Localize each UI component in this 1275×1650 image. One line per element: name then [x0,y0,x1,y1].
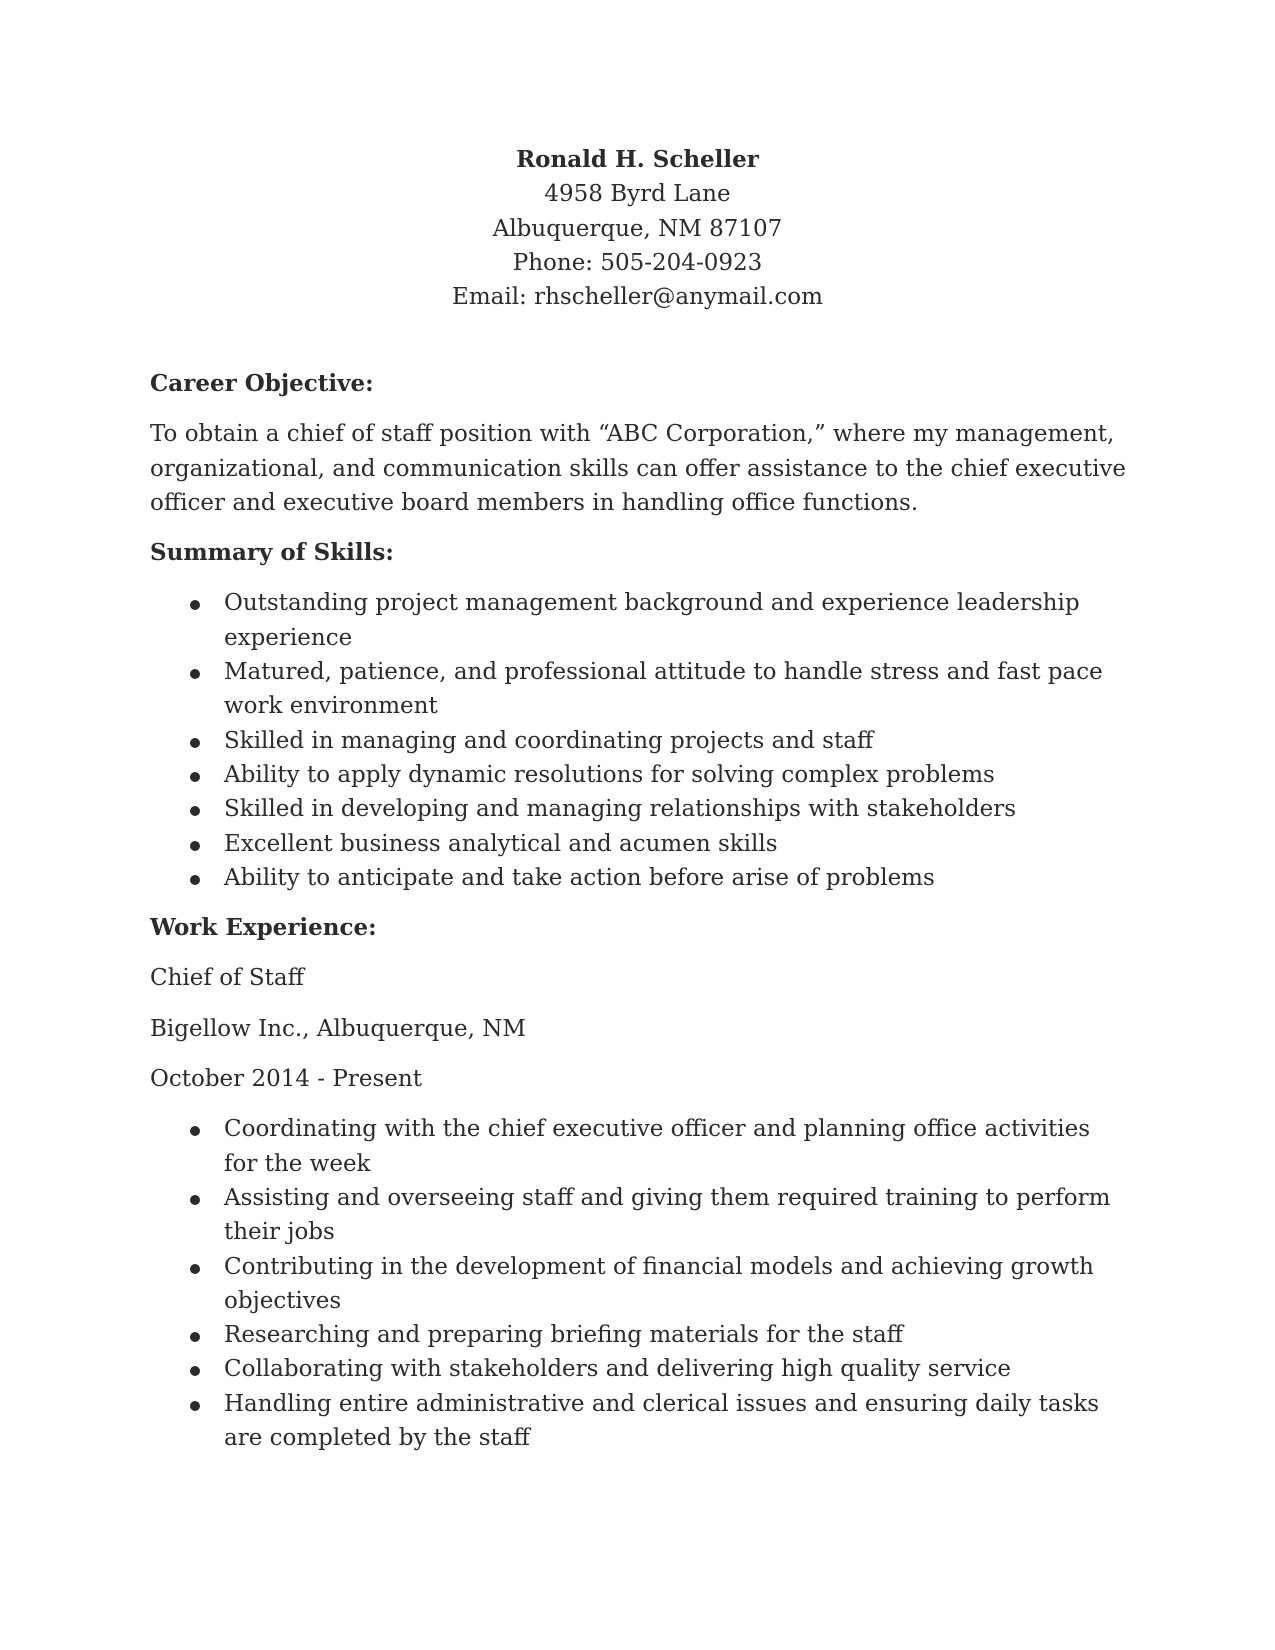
skill-item [150,792,1130,826]
applicant-name: Ronald H. Scheller [516,146,759,173]
bullet-icon [190,772,200,782]
bullet-icon [190,738,200,748]
bullet-icon [190,806,200,816]
bullet-icon [190,875,200,885]
skill-item [150,655,1130,724]
skill-text: Ability to anticipate and take action before arise of problems [224,864,935,891]
duty-item [150,1250,1130,1319]
bullet-icon [190,841,200,851]
bullet-icon [190,1126,200,1136]
job-company: Bigellow Inc., Albuquerque, NM [150,1015,526,1042]
bullet-icon [190,1195,200,1205]
job-dates: October 2014 - Present [150,1066,422,1093]
duty-item [150,1112,1130,1181]
duties-list [150,1112,1130,1455]
job-title: Chief of Staff [150,965,304,992]
skill-text: Skilled in developing and managing relationships with stakeholders [224,796,1017,823]
skills-list [150,586,1130,895]
skill-text: Skilled in managing and coordinating projects and staff [224,727,874,754]
address-street: 4958 Byrd Lane [544,181,731,208]
duty-text: Collaborating with stakeholders and delivering high quality service [224,1356,1011,1383]
duty-text: Coordinating with the chief executive officer and planning office activities for the week [224,1116,1091,1177]
contact-header [0,143,1275,314]
duty-text: Contributing in the development of financial models and achieving growth objectives [224,1253,1094,1314]
skill-text: Outstanding project management background and experience leadership experience [224,590,1080,651]
career-objective-text: To obtain a chief of staff position with “ABC Corporation,” where my management, organizational, and communication skills can offer assistance to the chief executive officer and executive board members in handling office functions. [150,421,1127,516]
duty-item [150,1181,1130,1250]
duty-item [150,1387,1130,1456]
duty-text: Assisting and overseeing staff and giving them required training to perform their jobs [224,1184,1111,1246]
skill-text: Excellent business analytical and acumen skills [224,830,778,857]
bullet-icon [190,1366,200,1376]
duty-text: Handling entire administrative and clerical issues and ensuring daily tasks are completed by the staff [224,1390,1100,1452]
skill-item [150,861,1130,895]
bullet-icon [190,1264,200,1274]
skill-item [150,586,1130,655]
bullet-icon [190,1401,200,1411]
resume-body [150,367,1130,1471]
skill-item [150,724,1130,758]
skill-text: Ability to apply dynamic resolutions for solving complex problems [224,761,995,788]
skill-item [150,758,1130,792]
skill-item [150,827,1130,861]
duty-item [150,1318,1130,1352]
skills-heading: Summary of Skills: [150,539,394,567]
bullet-icon [190,600,200,610]
skill-text: Matured, patience, and professional attitude to handle stress and fast pace work environment [224,659,1103,720]
career-objective-heading: Career Objective: [150,370,374,397]
bullet-icon [190,1332,200,1342]
phone-number: Phone: 505-204-0923 [512,249,763,276]
email-address: Email: rhscheller@anymail.com [452,284,823,311]
bullet-icon [190,669,200,679]
duty-item [150,1352,1130,1386]
work-experience-heading: Work Experience: [150,914,377,942]
address-city: Albuquerque, NM 87107 [492,215,783,242]
duty-text: Researching and preparing briefing materials for the staff [224,1322,903,1349]
